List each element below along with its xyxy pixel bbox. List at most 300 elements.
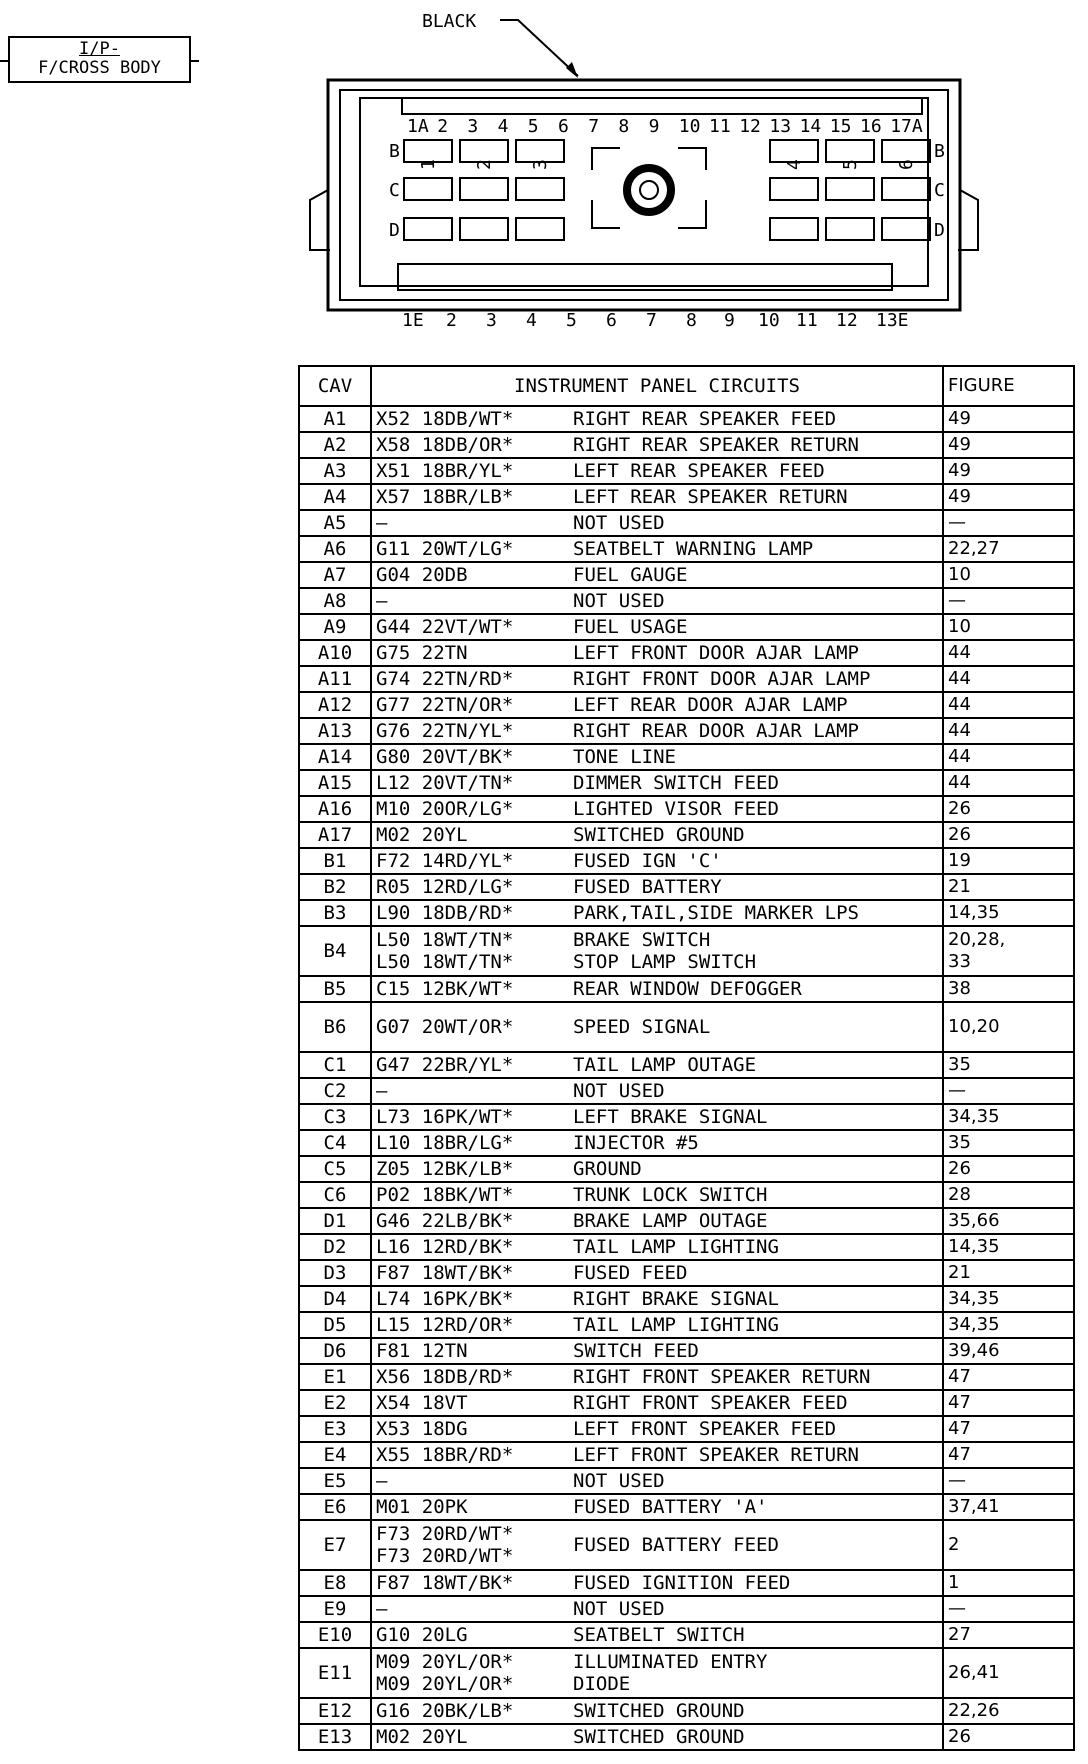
description-cell-text: FUSED IGN 'C' — [573, 850, 722, 872]
cav-cell — [299, 1596, 371, 1622]
description-cell-text: SWITCHED GROUND — [573, 1726, 745, 1748]
cav-cell-text: A5 — [323, 512, 347, 534]
table-row — [299, 1468, 1074, 1494]
top-number: 3 — [467, 116, 479, 137]
figure-cell — [943, 718, 1074, 744]
cav-cell — [299, 874, 371, 900]
cav-cell — [299, 692, 371, 718]
table-row — [299, 406, 1074, 432]
description-cell-text: NOT USED — [573, 1080, 665, 1102]
figure-cell — [943, 1156, 1074, 1182]
description-cell-text: TRUNK LOCK SWITCH — [573, 1184, 768, 1206]
bottom-number: 3 — [486, 310, 497, 331]
description-cell — [569, 976, 943, 1002]
description-cell — [569, 432, 943, 458]
figure-cell-text: 47 — [948, 1392, 971, 1413]
wire-cell-text: G44 22VT/WT* — [376, 616, 514, 638]
cav-cell-text: A12 — [317, 694, 353, 716]
top-number: 16 — [860, 116, 882, 137]
figure-cell-text: 22,27 — [948, 538, 1000, 559]
cav-cell-text: E7 — [323, 1534, 347, 1556]
description-cell-text: ILLUMINATED ENTRY — [573, 1651, 768, 1673]
top-number: 8 — [618, 116, 630, 137]
cav-cell — [299, 1416, 371, 1442]
table-row — [299, 848, 1074, 874]
figure-cell-text: — — [948, 1470, 967, 1491]
description-cell — [569, 1416, 943, 1442]
description-cell — [569, 718, 943, 744]
wire-cell — [371, 1698, 569, 1724]
wire-cell — [371, 770, 569, 796]
figure-cell — [943, 1596, 1074, 1622]
wire-cell — [371, 1390, 569, 1416]
figure-cell — [943, 536, 1074, 562]
figure-cell-text: 35 — [948, 1132, 971, 1153]
wire-cell-text: R05 12RD/LG* — [376, 876, 514, 898]
description-cell-text: FUSED IGNITION FEED — [573, 1572, 791, 1594]
figure-cell — [943, 484, 1074, 510]
description-cell — [569, 1078, 943, 1104]
description-cell-text: FUSED BATTERY FEED — [573, 1534, 779, 1556]
figure-cell — [943, 1468, 1074, 1494]
figure-cell-text: 44 — [948, 746, 971, 767]
description-cell-text: SPEED SIGNAL — [573, 1016, 711, 1038]
wire-cell — [371, 1724, 569, 1750]
table-row — [299, 536, 1074, 562]
description-cell — [569, 874, 943, 900]
description-cell-text: LEFT REAR SPEAKER FEED — [573, 460, 825, 482]
cav-cell — [299, 510, 371, 536]
wire-cell-text: X57 18BR/LB* — [376, 486, 514, 508]
description-cell — [569, 1698, 943, 1724]
header-cav: CAV — [299, 366, 371, 406]
wire-cell-text-2: M09 20YL/OR* — [376, 1673, 514, 1695]
bottom-number: 13E — [876, 310, 909, 331]
description-cell — [569, 1234, 943, 1260]
figure-cell-text: 37,41 — [948, 1496, 1000, 1517]
cav-cell-text: B3 — [323, 902, 347, 924]
cav-cell-text: E4 — [323, 1444, 347, 1466]
figure-cell — [943, 796, 1074, 822]
cav-cell-text: A6 — [323, 538, 347, 560]
cav-cell — [299, 1338, 371, 1364]
wire-cell-text: G04 20DB — [376, 564, 468, 586]
row-letter-right: B — [934, 141, 945, 162]
cav-cell-text: A13 — [317, 720, 353, 742]
cav-cell — [299, 926, 371, 976]
wire-cell-text: F87 18WT/BK* — [376, 1262, 514, 1284]
cav-cell-text: C4 — [323, 1132, 347, 1154]
description-cell-text: LEFT FRONT SPEAKER FEED — [573, 1418, 837, 1440]
figure-cell — [943, 1520, 1074, 1570]
table-row — [299, 614, 1074, 640]
wire-cell — [371, 1468, 569, 1494]
figure-cell — [943, 614, 1074, 640]
figure-cell-text: 44 — [948, 642, 971, 663]
figure-cell-text: 44 — [948, 772, 971, 793]
figure-cell-text: 2 — [948, 1534, 960, 1555]
figure-cell-text: 26 — [948, 1158, 971, 1179]
cav-cell — [299, 1364, 371, 1390]
description-cell-text: PARK,TAIL,SIDE MARKER LPS — [573, 902, 859, 924]
wire-cell — [371, 822, 569, 848]
description-cell-text: INJECTOR #5 — [573, 1132, 699, 1154]
figure-cell-text: 19 — [948, 850, 971, 871]
figure-cell — [943, 1494, 1074, 1520]
row-letter-left: D — [389, 220, 400, 241]
figure-cell-text: — — [948, 512, 967, 533]
cav-cell — [299, 1234, 371, 1260]
cav-cell-text: E10 — [317, 1624, 353, 1646]
top-number: 7 — [588, 116, 600, 137]
wire-cell-text: — — [376, 1598, 388, 1620]
large-cavity-number: 3 — [530, 159, 551, 170]
figure-cell — [943, 1002, 1074, 1052]
table-row — [299, 1130, 1074, 1156]
table-row — [299, 1260, 1074, 1286]
description-cell — [569, 536, 943, 562]
top-number: 15 — [829, 116, 852, 137]
cav-cell — [299, 976, 371, 1002]
connector-diagram — [0, 0, 1088, 350]
figure-cell-text: 20,28, — [948, 929, 1006, 950]
wire-cell — [371, 666, 569, 692]
wire-cell — [371, 1520, 569, 1570]
figure-cell — [943, 1648, 1074, 1698]
description-cell — [569, 666, 943, 692]
cav-cell — [299, 1570, 371, 1596]
cav-cell — [299, 666, 371, 692]
figure-cell — [943, 744, 1074, 770]
description-cell — [569, 458, 943, 484]
wire-cell — [371, 510, 569, 536]
wire-cell — [371, 1260, 569, 1286]
wire-cell-text: L16 12RD/BK* — [376, 1236, 514, 1258]
cav-cell-text: E5 — [323, 1470, 347, 1492]
top-row-numbers — [407, 116, 923, 137]
table-row — [299, 744, 1074, 770]
description-cell-text: NOT USED — [573, 590, 665, 612]
table-row — [299, 1442, 1074, 1468]
top-number: 17A — [890, 116, 923, 137]
table-row — [299, 666, 1074, 692]
top-number: 9 — [648, 116, 660, 137]
wire-cell-text: X54 18VT — [376, 1392, 468, 1414]
wire-cell-text: G76 22TN/YL* — [376, 720, 514, 742]
wire-cell-text: G07 20WT/OR* — [376, 1016, 514, 1038]
wire-cell-text: L50 18WT/TN* — [376, 929, 514, 951]
description-cell-text: NOT USED — [573, 512, 665, 534]
description-cell-text: SEATBELT WARNING LAMP — [573, 538, 814, 560]
connector-inner-body — [340, 90, 948, 300]
description-cell — [569, 1312, 943, 1338]
wire-cell-text: L12 20VT/TN* — [376, 772, 514, 794]
description-cell-text: BRAKE SWITCH — [573, 929, 711, 951]
cav-cell — [299, 1442, 371, 1468]
figure-cell-text: 49 — [948, 486, 971, 507]
description-cell — [569, 1156, 943, 1182]
description-cell — [569, 1648, 943, 1698]
table-row — [299, 510, 1074, 536]
table-row — [299, 562, 1074, 588]
cav-cell — [299, 588, 371, 614]
table-row — [299, 976, 1074, 1002]
cav-cell — [299, 1390, 371, 1416]
wire-cell — [371, 900, 569, 926]
wire-cell — [371, 1622, 569, 1648]
wire-cell — [371, 1002, 569, 1052]
description-cell-text: RIGHT REAR SPEAKER FEED — [573, 408, 837, 430]
figure-cell-text: 26,41 — [948, 1662, 1000, 1683]
cav-cell — [299, 640, 371, 666]
figure-cell-text: 49 — [948, 408, 971, 429]
figure-cell — [943, 976, 1074, 1002]
cav-cell-text: D1 — [323, 1210, 347, 1232]
wire-cell-text: M02 20YL — [376, 1726, 468, 1748]
wire-cell-text: — — [376, 1080, 388, 1102]
table-row — [299, 1208, 1074, 1234]
cav-cell — [299, 770, 371, 796]
description-cell-text: GROUND — [573, 1158, 642, 1180]
description-cell — [569, 1724, 943, 1750]
wire-cell-text: G47 22BR/YL* — [376, 1054, 514, 1076]
cav-cell — [299, 1494, 371, 1520]
cav-cell-text: C3 — [323, 1106, 347, 1128]
wire-cell-text: Z05 12BK/LB* — [376, 1158, 514, 1180]
wire-cell-text: C15 12BK/WT* — [376, 978, 514, 1000]
figure-cell — [943, 1622, 1074, 1648]
figure-cell-text: 21 — [948, 1262, 971, 1283]
figure-cell — [943, 1698, 1074, 1724]
description-cell-text: SWITCHED GROUND — [573, 824, 745, 846]
bottom-number: 11 — [796, 310, 818, 331]
description-cell — [569, 1208, 943, 1234]
figure-cell-text: 26 — [948, 824, 971, 845]
figure-cell — [943, 1286, 1074, 1312]
description-cell-text: LEFT FRONT DOOR AJAR LAMP — [573, 642, 859, 664]
cav-cell-text: B5 — [323, 978, 347, 1000]
description-cell-text: BRAKE LAMP OUTAGE — [573, 1210, 768, 1232]
top-number: 4 — [497, 116, 509, 137]
cav-cell — [299, 1002, 371, 1052]
large-cavity-number: 2 — [474, 159, 495, 170]
label-line2: F/CROSS BODY — [38, 58, 161, 78]
description-cell-text: SEATBELT SWITCH — [573, 1624, 745, 1646]
label-line1: I/P- — [79, 39, 120, 59]
row-letter-right: D — [934, 220, 945, 241]
description-cell — [569, 1286, 943, 1312]
cav-cell-text: D5 — [323, 1314, 347, 1336]
wire-cell-text-2: F73 20RD/WT* — [376, 1545, 514, 1567]
table-row — [299, 926, 1074, 976]
large-cavity-number: 6 — [896, 159, 917, 170]
figure-cell-text: 35,66 — [948, 1210, 1000, 1231]
wire-cell — [371, 536, 569, 562]
center-bolt-hole — [640, 181, 658, 199]
description-cell-text-2: DIODE — [573, 1673, 631, 1695]
cav-cell-text: D4 — [323, 1288, 347, 1310]
figure-cell — [943, 1182, 1074, 1208]
large-cavity-number: 1 — [418, 159, 439, 170]
figure-cell-text: 49 — [948, 434, 971, 455]
table-row — [299, 1338, 1074, 1364]
wire-cell-text: X56 18DB/RD* — [376, 1366, 514, 1388]
wire-cell — [371, 1156, 569, 1182]
bottom-number: 9 — [724, 310, 735, 331]
figure-cell — [943, 692, 1074, 718]
cav-cell — [299, 718, 371, 744]
table-row — [299, 1312, 1074, 1338]
table-row — [299, 640, 1074, 666]
description-cell-text: TONE LINE — [573, 746, 676, 768]
figure-cell — [943, 666, 1074, 692]
description-cell-text: FUSED FEED — [573, 1262, 688, 1284]
cav-cell — [299, 822, 371, 848]
wire-cell-text: G75 22TN — [376, 642, 468, 664]
wire-cell-text: P02 18BK/WT* — [376, 1184, 514, 1206]
description-cell — [569, 406, 943, 432]
cav-cell — [299, 458, 371, 484]
wire-cell — [371, 1078, 569, 1104]
description-cell-text: RIGHT BRAKE SIGNAL — [573, 1288, 779, 1310]
top-number: 14 — [799, 116, 822, 137]
wire-cell-text: G11 20WT/LG* — [376, 538, 514, 560]
wire-cell — [371, 562, 569, 588]
table-body — [299, 406, 1074, 1750]
table-row — [299, 1364, 1074, 1390]
top-number: 5 — [527, 116, 539, 137]
figure-cell — [943, 1338, 1074, 1364]
figure-cell-text: 49 — [948, 460, 971, 481]
wire-cell-text: M01 20PK — [376, 1496, 468, 1518]
table-row — [299, 1182, 1074, 1208]
wire-cell — [371, 1442, 569, 1468]
wire-cell-text: G74 22TN/RD* — [376, 668, 514, 690]
wire-cell — [371, 1208, 569, 1234]
cav-cell — [299, 900, 371, 926]
description-cell-text: SWITCH FEED — [573, 1340, 699, 1362]
table-header-row — [299, 366, 1074, 406]
description-cell — [569, 848, 943, 874]
figure-cell-text: 21 — [948, 876, 971, 897]
table-row — [299, 1286, 1074, 1312]
description-cell-text: NOT USED — [573, 1598, 665, 1620]
description-cell — [569, 1338, 943, 1364]
figure-cell-text: 1 — [948, 1572, 960, 1593]
figure-cell — [943, 1390, 1074, 1416]
description-cell — [569, 614, 943, 640]
description-cell — [569, 1596, 943, 1622]
wire-cell — [371, 1338, 569, 1364]
wire-cell — [371, 926, 569, 976]
cav-cell-text: C2 — [323, 1080, 347, 1102]
wire-cell-text: — — [376, 590, 388, 612]
figure-cell-text: 14,35 — [948, 1236, 1000, 1257]
wire-cell — [371, 744, 569, 770]
description-cell — [569, 1130, 943, 1156]
row-letter-left: B — [389, 141, 400, 162]
cav-cell-text: A4 — [323, 486, 347, 508]
table-row — [299, 1052, 1074, 1078]
callout-arrowhead — [566, 62, 578, 78]
table-row — [299, 1570, 1074, 1596]
description-cell — [569, 744, 943, 770]
cav-cell — [299, 406, 371, 432]
wire-cell — [371, 484, 569, 510]
figure-cell-text: 47 — [948, 1418, 971, 1439]
wire-cell — [371, 1104, 569, 1130]
table-row — [299, 1234, 1074, 1260]
bottom-row-numbers — [402, 310, 909, 331]
row-letter-left: C — [389, 180, 400, 201]
wire-cell — [371, 1312, 569, 1338]
description-cell-text: DIMMER SWITCH FEED — [573, 772, 779, 794]
figure-cell — [943, 1130, 1074, 1156]
cav-cell-text: B6 — [323, 1016, 347, 1038]
figure-cell-text: 34,35 — [948, 1288, 1000, 1309]
cav-cell-text: A10 — [317, 642, 353, 664]
cav-cell-text: B1 — [323, 850, 347, 872]
wire-cell — [371, 588, 569, 614]
cav-cell — [299, 1078, 371, 1104]
figure-cell — [943, 1052, 1074, 1078]
wire-cell-text: G46 22LB/BK* — [376, 1210, 514, 1232]
description-cell — [569, 1390, 943, 1416]
description-cell — [569, 1182, 943, 1208]
figure-cell-text: 47 — [948, 1366, 971, 1387]
description-cell — [569, 822, 943, 848]
figure-cell — [943, 1570, 1074, 1596]
wire-cell-text: G77 22TN/OR* — [376, 694, 514, 716]
cav-cell — [299, 1286, 371, 1312]
top-number: 2 — [437, 116, 449, 137]
description-cell-text: FUSED BATTERY 'A' — [573, 1496, 768, 1518]
description-cell — [569, 900, 943, 926]
cav-cell — [299, 1648, 371, 1698]
cav-cell — [299, 562, 371, 588]
description-cell — [569, 1570, 943, 1596]
figure-cell — [943, 432, 1074, 458]
description-cell-text: FUSED BATTERY — [573, 876, 722, 898]
description-cell — [569, 796, 943, 822]
cav-cell — [299, 744, 371, 770]
cav-cell-text: E3 — [323, 1418, 347, 1440]
figure-cell — [943, 1312, 1074, 1338]
description-cell — [569, 1104, 943, 1130]
wire-cell-text-2: L50 18WT/TN* — [376, 951, 514, 973]
description-cell — [569, 484, 943, 510]
wire-cell-text: — — [376, 1470, 388, 1492]
color-callout: BLACK — [422, 11, 477, 32]
cav-cell — [299, 1698, 371, 1724]
cav-cell-text: E13 — [317, 1726, 353, 1748]
top-number: 1A — [407, 116, 429, 137]
wire-cell — [371, 406, 569, 432]
table-row — [299, 718, 1074, 744]
bottom-number: 1E — [402, 310, 424, 331]
table-row — [299, 1104, 1074, 1130]
description-cell — [569, 510, 943, 536]
description-cell-text: RIGHT REAR DOOR AJAR LAMP — [573, 720, 859, 742]
figure-cell — [943, 1234, 1074, 1260]
bottom-number: 7 — [646, 310, 657, 331]
description-cell — [569, 640, 943, 666]
figure-cell-text: 27 — [948, 1624, 971, 1645]
wire-cell-text: M02 20YL — [376, 824, 468, 846]
figure-cell — [943, 1260, 1074, 1286]
wire-cell-text: M09 20YL/OR* — [376, 1651, 514, 1673]
figure-cell — [943, 1724, 1074, 1750]
